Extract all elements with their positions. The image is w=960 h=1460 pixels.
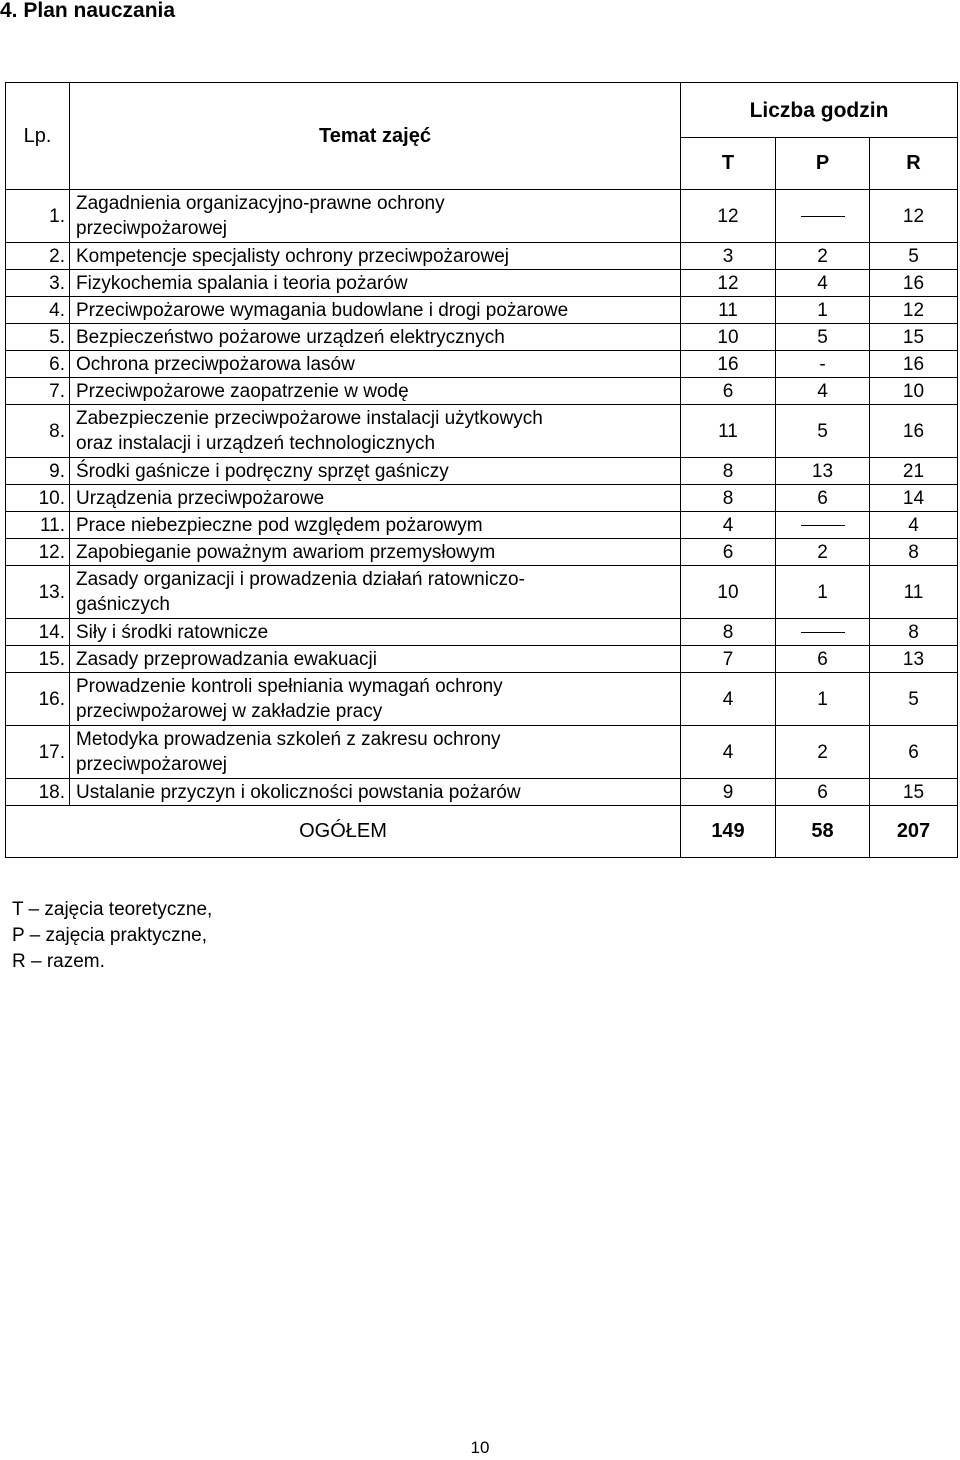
row-number: 12. <box>6 539 70 566</box>
table-row <box>6 539 958 566</box>
row-hours-p <box>776 619 870 646</box>
table-row <box>6 485 958 512</box>
row-number: 15. <box>6 646 70 673</box>
row-topic <box>70 779 681 806</box>
legend-item-p: P – zajęcia praktyczne, <box>12 925 208 946</box>
row-hours-r: 11 <box>870 566 958 619</box>
row-topic <box>70 726 681 779</box>
table-row <box>6 673 958 726</box>
row-topic-line: Kompetencje specjalisty ochrony przeciwpożarowej <box>76 245 509 267</box>
table-row <box>6 243 958 270</box>
table-row <box>6 297 958 324</box>
row-hours-t: 3 <box>681 243 776 270</box>
row-hours-p: 5 <box>776 405 870 458</box>
row-hours-r: 6 <box>870 726 958 779</box>
row-hours-t: 4 <box>681 673 776 726</box>
row-hours-r: 16 <box>870 405 958 458</box>
row-hours-t: 12 <box>681 270 776 297</box>
row-topic-line: Przeciwpożarowe wymagania budowlane i drogi pożarowe <box>76 299 569 321</box>
row-hours-r: 21 <box>870 458 958 485</box>
row-hours-t: 6 <box>681 378 776 405</box>
row-number: 5. <box>6 324 70 351</box>
row-topic-line: Przeciwpożarowe zaopatrzenie w wodę <box>76 380 409 402</box>
row-hours-p: 6 <box>776 485 870 512</box>
row-topic-line: Ochrona przeciwpożarowa lasów <box>76 353 355 375</box>
table-row <box>6 726 958 779</box>
row-topic <box>70 270 681 297</box>
table-row <box>6 566 958 619</box>
legend-item-t: T – zajęcia teoretyczne, <box>12 899 213 920</box>
row-hours-r: 8 <box>870 619 958 646</box>
row-number: 1. <box>6 190 70 243</box>
row-topic <box>70 351 681 378</box>
row-topic <box>70 619 681 646</box>
row-hours-p: 2 <box>776 243 870 270</box>
row-number: 4. <box>6 297 70 324</box>
row-hours-r: 16 <box>870 351 958 378</box>
total-label: OGÓŁEM <box>6 806 681 858</box>
row-hours-t: 10 <box>681 324 776 351</box>
row-hours-p: 6 <box>776 779 870 806</box>
header-topic: Temat zajęć <box>70 83 681 190</box>
header-lp: Lp. <box>6 83 70 190</box>
row-number: 11. <box>6 512 70 539</box>
row-hours-t: 11 <box>681 405 776 458</box>
row-topic-line: Zagadnienia organizacyjno-prawne ochrony <box>76 193 445 214</box>
row-hours-t: 8 <box>681 485 776 512</box>
row-hours-r: 15 <box>870 779 958 806</box>
row-hours-p: 1 <box>776 566 870 619</box>
row-hours-p: 13 <box>776 458 870 485</box>
row-hours-p: 6 <box>776 646 870 673</box>
row-hours-r: 5 <box>870 243 958 270</box>
row-topic-line: przeciwpożarowej w zakładzie pracy <box>76 701 383 722</box>
row-topic-line: przeciwpożarowej <box>76 218 228 239</box>
row-topic-line: Prace niebezpieczne pod względem pożarowym <box>76 514 483 536</box>
row-number: 18. <box>6 779 70 806</box>
table-row <box>6 405 958 458</box>
row-hours-p: 2 <box>776 726 870 779</box>
section-heading: 4. Plan nauczania <box>0 0 176 22</box>
table-row <box>6 324 958 351</box>
row-topic-line: Fizykochemia spalania i teoria pożarów <box>76 272 408 294</box>
row-hours-p: 1 <box>776 673 870 726</box>
row-hours-r: 5 <box>870 673 958 726</box>
row-topic <box>70 539 681 566</box>
row-hours-r: 12 <box>870 297 958 324</box>
row-topic <box>70 297 681 324</box>
table-row <box>6 270 958 297</box>
table-row <box>6 378 958 405</box>
row-number: 9. <box>6 458 70 485</box>
row-topic <box>70 190 681 243</box>
table-row <box>6 619 958 646</box>
row-hours-p <box>776 190 870 243</box>
row-hours-t: 10 <box>681 566 776 619</box>
total-r: 207 <box>870 806 958 858</box>
row-topic-line: Prowadzenie kontroli spełniania wymagań ochrony <box>76 676 503 697</box>
row-topic <box>70 512 681 539</box>
row-number: 6. <box>6 351 70 378</box>
table-row <box>6 646 958 673</box>
row-hours-r: 10 <box>870 378 958 405</box>
table-body <box>6 190 958 806</box>
row-topic-line: Zasady organizacji i prowadzenia działań ratowniczo- <box>76 569 525 590</box>
row-hours-p: 4 <box>776 378 870 405</box>
row-hours-t: 16 <box>681 351 776 378</box>
row-topic-line: Metodyka prowadzenia szkoleń z zakresu ochrony <box>76 729 501 750</box>
row-hours-t: 4 <box>681 512 776 539</box>
row-topic-line: Ustalanie przyczyn i okoliczności powstania pożarów <box>76 781 521 803</box>
row-hours-t: 9 <box>681 779 776 806</box>
curriculum-table <box>5 82 958 858</box>
total-t: 149 <box>681 806 776 858</box>
row-topic <box>70 566 681 619</box>
dash-mark <box>801 632 845 633</box>
row-hours-r: 8 <box>870 539 958 566</box>
row-hours-r: 4 <box>870 512 958 539</box>
row-topic <box>70 458 681 485</box>
row-topic <box>70 646 681 673</box>
legend-item-r: R – razem. <box>12 951 105 972</box>
row-hours-t: 8 <box>681 619 776 646</box>
row-topic <box>70 243 681 270</box>
row-topic-line: Urządzenia przeciwpożarowe <box>76 487 325 509</box>
total-p: 58 <box>776 806 870 858</box>
row-topic <box>70 405 681 458</box>
row-topic-line: oraz instalacji i urządzeń technologicznych <box>76 433 436 454</box>
row-topic-line: Bezpieczeństwo pożarowe urządzeń elektrycznych <box>76 326 505 348</box>
header-p: P <box>776 138 870 190</box>
header-hours: Liczba godzin <box>681 83 958 138</box>
row-hours-t: 8 <box>681 458 776 485</box>
row-hours-t: 7 <box>681 646 776 673</box>
table-row <box>6 190 958 243</box>
row-hours-p: 4 <box>776 270 870 297</box>
row-number: 14. <box>6 619 70 646</box>
row-hours-p: 2 <box>776 539 870 566</box>
dash-mark <box>801 525 845 526</box>
row-hours-r: 12 <box>870 190 958 243</box>
row-topic <box>70 485 681 512</box>
row-topic-line: Zapobieganie poważnym awariom przemysłowym <box>76 541 496 563</box>
row-hours-t: 12 <box>681 190 776 243</box>
row-topic <box>70 324 681 351</box>
row-hours-r: 15 <box>870 324 958 351</box>
row-number: 17. <box>6 726 70 779</box>
row-topic <box>70 673 681 726</box>
row-topic-line: Środki gaśnicze i podręczny sprzęt gaśniczy <box>76 460 449 482</box>
row-number: 8. <box>6 405 70 458</box>
row-hours-t: 4 <box>681 726 776 779</box>
legend <box>12 897 212 975</box>
row-hours-p: - <box>776 351 870 378</box>
page-number: 10 <box>470 1438 490 1457</box>
row-hours-p: 1 <box>776 297 870 324</box>
table-row <box>6 512 958 539</box>
row-topic-line: gaśniczych <box>76 594 170 615</box>
row-number: 10. <box>6 485 70 512</box>
row-number: 13. <box>6 566 70 619</box>
header-r: R <box>870 138 958 190</box>
row-hours-r: 13 <box>870 646 958 673</box>
row-hours-p: 5 <box>776 324 870 351</box>
table-row <box>6 351 958 378</box>
row-number: 2. <box>6 243 70 270</box>
row-hours-t: 6 <box>681 539 776 566</box>
row-number: 16. <box>6 673 70 726</box>
table-row <box>6 779 958 806</box>
dash-mark <box>801 216 845 217</box>
row-hours-t: 11 <box>681 297 776 324</box>
row-hours-r: 16 <box>870 270 958 297</box>
row-topic <box>70 378 681 405</box>
row-topic-line: Zasady przeprowadzania ewakuacji <box>76 648 377 670</box>
table-row <box>6 458 958 485</box>
header-t: T <box>681 138 776 190</box>
row-topic-line: Zabezpieczenie przeciwpożarowe instalacji użytkowych <box>76 408 543 429</box>
row-topic-line: Siły i środki ratownicze <box>76 621 269 643</box>
row-hours-r: 14 <box>870 485 958 512</box>
row-number: 3. <box>6 270 70 297</box>
row-hours-p <box>776 512 870 539</box>
row-number: 7. <box>6 378 70 405</box>
row-topic-line: przeciwpożarowej <box>76 754 228 775</box>
